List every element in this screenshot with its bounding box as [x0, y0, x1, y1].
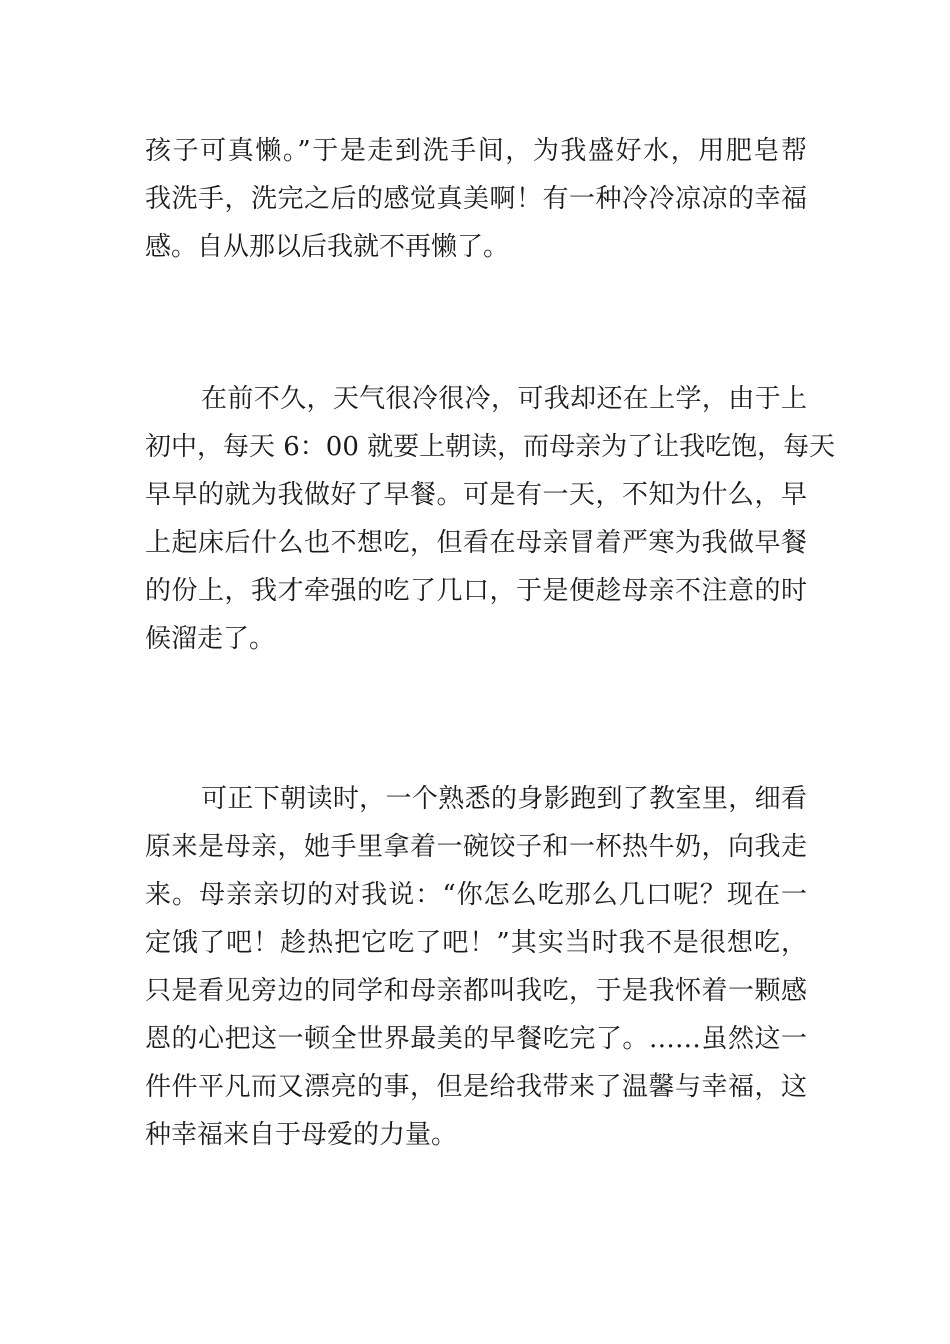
paragraph-line: 初中，每天 6：00 就要上朝读，而母亲为了让我吃饱，每天: [145, 432, 836, 462]
paragraph-line: 上起床后什么也不想吃，但看在母亲冒着严寒为我做早餐: [145, 528, 807, 558]
paragraph-line: 在前不久，天气很冷很冷，可我却还在上学，由于上: [201, 384, 807, 414]
paragraph-line: 的份上，我才牵强的吃了几口，于是便趁母亲不注意的时: [145, 576, 807, 606]
paragraph-line: 恩的心把这一顿全世界最美的早餐吃完了。……虽然这一: [145, 1024, 807, 1054]
paragraph-line: 早早的就为我做好了早餐。可是有一天，不知为什么，早: [145, 480, 807, 510]
paragraph-line: 孩子可真懒。”于是走到洗手间，为我盛好水，用肥皂帮: [145, 136, 807, 166]
paragraph-line: 来。母亲亲切的对我说：“你怎么吃那么几口呢？现在一: [145, 880, 807, 910]
paragraph-1: [145, 127, 807, 271]
paragraph-line: 候溜走了。: [145, 624, 276, 654]
paragraph-line: 件件平凡而又漂亮的事，但是给我带来了温馨与幸福，这: [145, 1072, 807, 1102]
paragraph-line: 我洗手，洗完之后的感觉真美啊！有一种冷冷凉凉的幸福: [145, 184, 807, 214]
paragraph-line: 可正下朝读时，一个熟悉的身影跑到了教室里，细看: [201, 784, 807, 814]
paragraph-line: 只是看见旁边的同学和母亲都叫我吃，于是我怀着一颗感: [145, 976, 807, 1006]
paragraph-3: [145, 775, 807, 1159]
paragraph-line: 种幸福来自于母爱的力量。: [145, 1120, 458, 1150]
paragraph-line: 定饿了吧！趁热把它吃了吧！”其实当时我不是很想吃，: [145, 928, 807, 958]
paragraph-line: 原来是母亲，她手里拿着一碗饺子和一杯热牛奶，向我走: [145, 832, 807, 862]
paragraph-line: 感。自从那以后我就不再懒了。: [145, 232, 510, 262]
paragraph-2: [145, 375, 836, 663]
